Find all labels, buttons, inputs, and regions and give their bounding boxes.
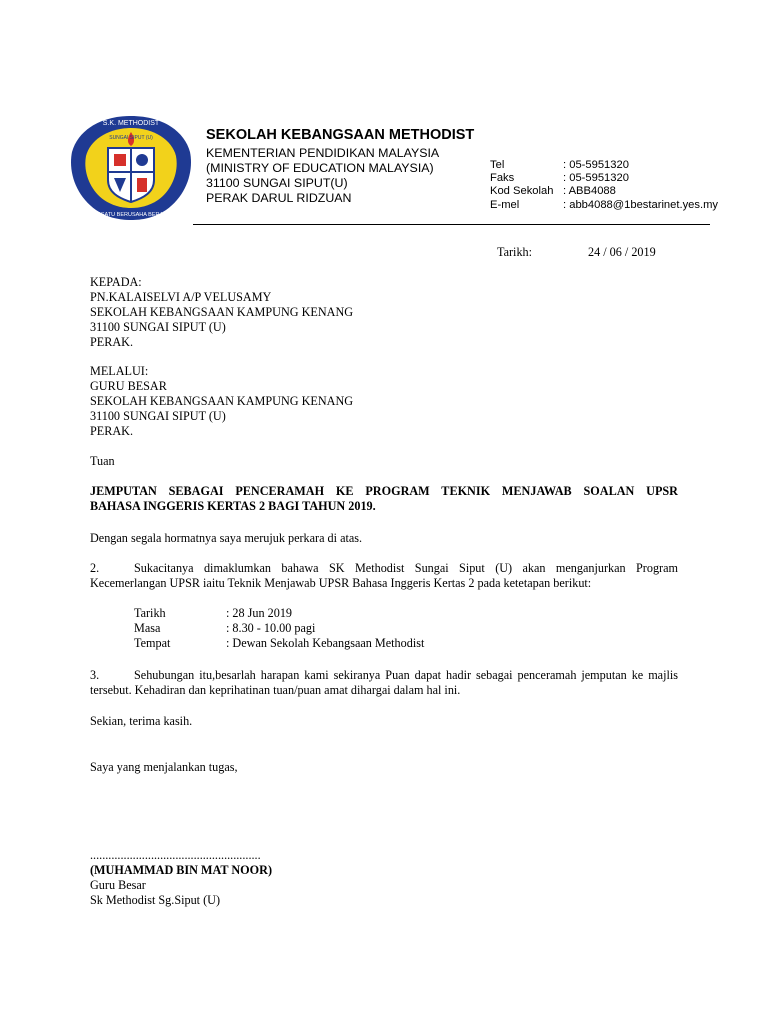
logo-text-sub: SUNGAI SIPUT (U)	[109, 135, 153, 141]
detail-value: : 8.30 - 10.00 pagi	[226, 621, 316, 635]
logo-text-bottom: BERSATU BERUSAHA BERJAYA	[89, 212, 173, 218]
via-line: SEKOLAH KEBANGSAAN KAMPUNG KENANG	[90, 394, 354, 408]
detail-value: : Dewan Sekolah Kebangsaan Methodist	[226, 636, 425, 650]
ministry-name: KEMENTERIAN PENDIDIKAN MALAYSIA	[206, 146, 440, 160]
sign-off: Saya yang menjalankan tugas,	[90, 760, 238, 774]
detail-label: Masa	[134, 621, 161, 635]
paragraph-number: 3.	[90, 668, 100, 682]
contact-value: : ABB4088	[563, 185, 616, 197]
closing: Sekian, terima kasih.	[90, 714, 193, 728]
paragraph-3-line-1: Sehubungan itu,besarlah harapan kami sekiranya Puan dapat hadir sebagai penceramah jemputan ke majlis	[134, 668, 678, 682]
detail-venue	[134, 636, 424, 651]
date-label: Tarikh:	[497, 245, 533, 259]
contact-tel	[490, 159, 629, 172]
school-name: SEKOLAH KEBANGSAAN METHODIST	[206, 127, 475, 143]
recipient-heading: KEPADA:	[90, 275, 142, 289]
via-line: 31100 SUNGAI SIPUT (U)	[90, 409, 226, 423]
paragraph-2-line-2: Kecemerlangan UPSR iaitu Teknik Menjawab UPSR Bahasa Inggeris Kertas 2 pada ketetapan berikut:	[90, 576, 592, 590]
via-line: GURU BESAR	[90, 379, 167, 393]
contact-label: Tel	[490, 159, 505, 171]
letterhead-divider	[193, 224, 710, 225]
contact-school-code	[490, 185, 616, 198]
recipient-line: SEKOLAH KEBANGSAAN KAMPUNG KENANG	[90, 305, 354, 319]
subject-line-2: BAHASA INGGERIS KERTAS 2 BAGI TAHUN 2019.	[90, 499, 376, 513]
contact-email	[490, 199, 718, 212]
school-postcode-town: 31100 SUNGAI SIPUT(U)	[206, 176, 348, 190]
paragraph-3-line-2: tersebut. Kehadiran dan keprihatinan tuan/puan amat dihargai dalam hal ini.	[90, 683, 461, 697]
paragraph-3	[90, 668, 678, 698]
detail-time	[134, 621, 315, 636]
paragraph-2-line-1: Sukacitanya dimaklumkan bahawa SK Methodist Sungai Siput (U) akan menganjurkan Program	[134, 561, 678, 575]
letter-subject	[90, 484, 678, 514]
date-value: 24 / 06 / 2019	[588, 245, 656, 259]
signatory-position: Guru Besar	[90, 878, 146, 892]
subject-line-1: JEMPUTAN SEBAGAI PENCERAMAH KE PROGRAM TEKNIK MENJAWAB SOALAN UPSR	[90, 484, 678, 498]
paragraph-number: 2.	[90, 561, 100, 575]
detail-label: Tarikh	[134, 606, 166, 620]
contact-label: Faks	[490, 172, 515, 184]
logo-text-top: S.K. METHODIST	[102, 120, 160, 127]
contact-value: : 05-5951320	[563, 159, 629, 171]
salutation: Tuan	[90, 454, 115, 468]
school-state: PERAK DARUL RIDZUAN	[206, 191, 352, 205]
contact-label: E-mel	[490, 199, 520, 211]
paragraph-1: Dengan segala hormatnya saya merujuk perkara di atas.	[90, 531, 363, 545]
detail-date	[134, 606, 292, 621]
signatory-school: Sk Methodist Sg.Siput (U)	[90, 893, 221, 907]
paragraph-2	[90, 561, 678, 591]
contact-label: Kod Sekolah	[490, 185, 554, 197]
contact-value: : 05-5951320	[563, 172, 629, 184]
detail-label: Tempat	[134, 636, 171, 650]
detail-value: : 28 Jun 2019	[226, 606, 293, 620]
via-line: PERAK.	[90, 424, 134, 438]
signature-line: ........................................................	[90, 848, 261, 862]
recipient-line: PN.KALAISELVI A/P VELUSAMY	[90, 290, 272, 304]
contact-fax	[490, 172, 629, 185]
ministry-name-english: (MINISTRY OF EDUCATION MALAYSIA)	[206, 161, 434, 175]
via-heading: MELALUI:	[90, 364, 149, 378]
recipient-line: PERAK.	[90, 335, 134, 349]
school-crest-logo	[66, 112, 196, 222]
recipient-line: 31100 SUNGAI SIPUT (U)	[90, 320, 226, 334]
contact-value: : abb4088@1bestarinet.yes.my	[563, 199, 719, 211]
signatory-name: (MUHAMMAD BIN MAT NOOR)	[90, 863, 272, 877]
